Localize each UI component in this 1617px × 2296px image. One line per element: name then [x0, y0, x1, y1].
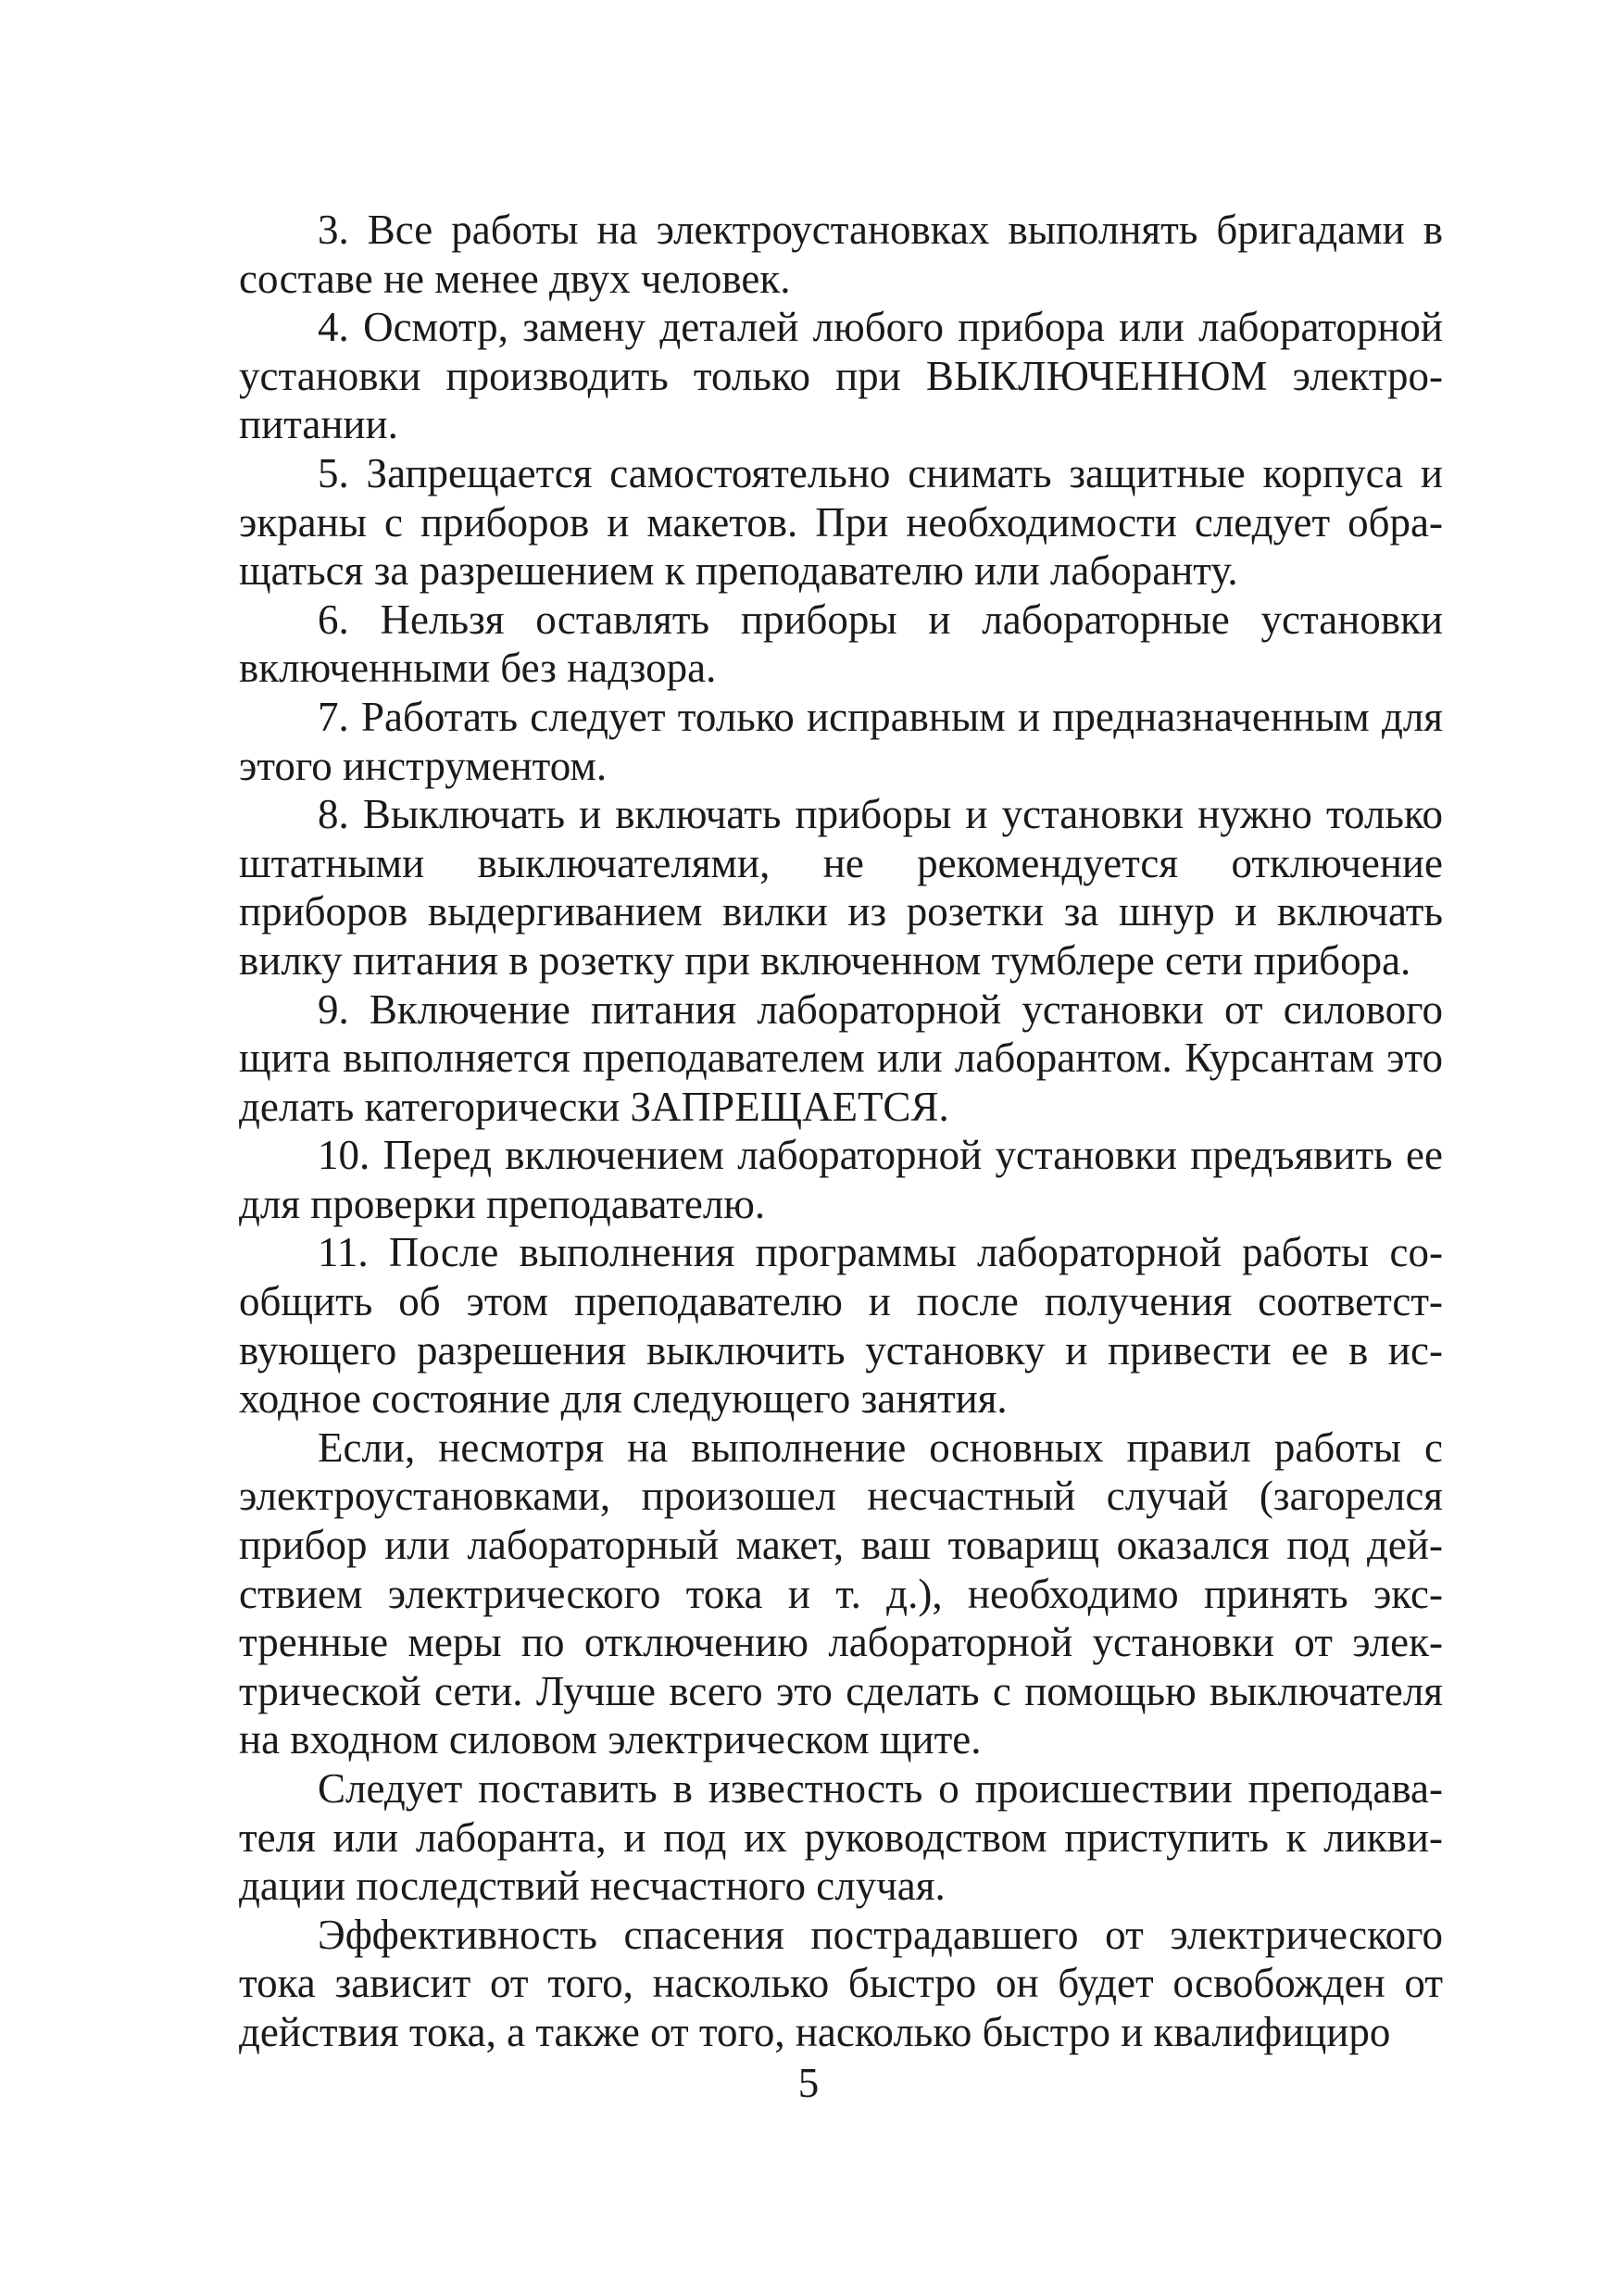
paragraph-item-11: 11. После выполнения программы лабораторной работы сообщить об этом преподавателю и после получения соответствующего разрешения выключить установку и привести ее в исходное состояние для следующего занятия.: [239, 1229, 1443, 1423]
paragraph-notify: Следует поставить в известность о происшествии преподавателя или лаборанта, и под их руководством приступить к ликвидации последствий несчастного случая.: [239, 1765, 1443, 1910]
page-number: 5: [797, 2060, 820, 2106]
paragraph-item-8: 8. Выключать и включать приборы и установки нужно только штатными выключателями, не рекомендуется отключение приборов выдергиванием вилки из розетки за шнур и включать вилку питания в розетку при включенном тумблере сети прибора.: [239, 791, 1443, 984]
paragraph-item-10: 10. Перед включением лабораторной установки предъявить ее для проверки преподавателю.: [239, 1132, 1443, 1227]
page-body: [239, 206, 1443, 2057]
paragraph-item-7: 7. Работать следует только исправным и предназначенным для этого инструментом.: [239, 693, 1443, 789]
paragraph-rescue: Эффективность спасения пострадавшего от электрического тока зависит от того, насколько быстро он будет освобожден от действия тока, а также от того, насколько быстро и квалифициро: [239, 1911, 1443, 2055]
paragraph-accident: Если, несмотря на выполнение основных правил работы с электроустановками, произошел несчастный случай (загорелся прибор или лабораторный макет, ваш товарищ оказался под действием электрического тока и т. д.), необходимо принять экстренные меры по отключению лабораторной установки от электрической сети. Лучше всего это сделать с помощью выключателя на входном силовом электрическом щите.: [239, 1424, 1443, 1763]
paragraph-item-6: 6. Нельзя оставлять приборы и лабораторные установки включенными без надзора.: [239, 596, 1443, 692]
paragraph-item-4: 4. Осмотр, замену деталей любого прибора или лабораторной установки производить только при ВЫКЛЮЧЕННОМ электропитании.: [239, 304, 1443, 448]
paragraph-item-9: 9. Включение питания лабораторной установки от силового щита выполняется преподавателем или лаборантом. Курсантам это делать категорически ЗАПРЕЩАЕТСЯ.: [239, 985, 1443, 1130]
paragraph-item-5: 5. Запрещается самостоятельно снимать защитные корпуса и экраны с приборов и макетов. При необходимости следует обращаться за разрешением к преподавателю или лаборанту.: [239, 449, 1443, 595]
paragraph-item-3: 3. Все работы на электроустановках выполнять бригадами в составе не менее двух человек.: [239, 207, 1443, 302]
